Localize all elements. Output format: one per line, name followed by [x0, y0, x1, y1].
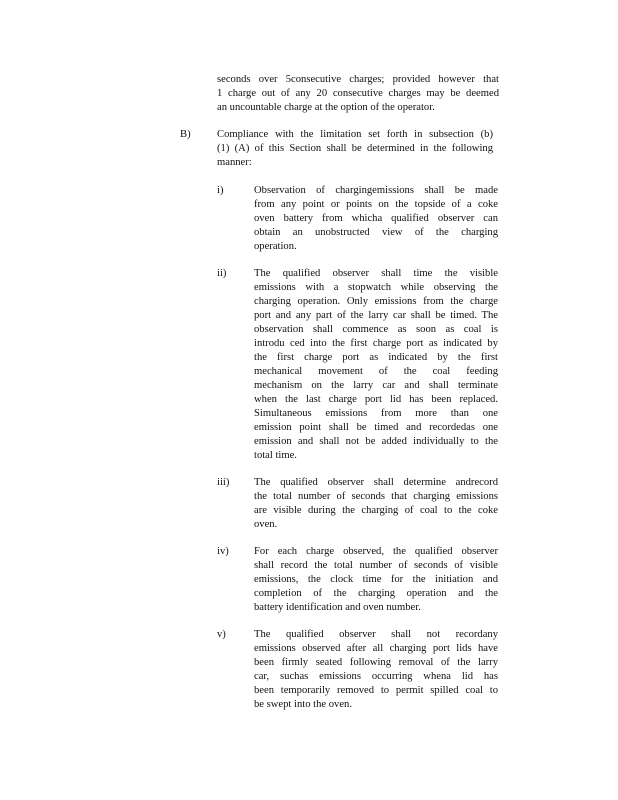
item-line: mechanism on the larry car and shall terminate	[254, 380, 498, 391]
section-b-line: (1) (A) of this Section shall be determined in the following	[217, 143, 493, 154]
item-line: car, suchas emissions occurring whena lid has	[254, 671, 498, 682]
item-line: emission and shall not be added individually to the	[254, 436, 498, 447]
item-marker: i)	[217, 185, 224, 196]
item-line: been temporarily removed to permit spilled coal to	[254, 685, 498, 696]
item-marker: iv)	[217, 546, 229, 557]
item-line: completion of the charging operation and the	[254, 588, 498, 599]
section-b-marker: B)	[180, 129, 191, 140]
item-line: been firmly seated following removal of the larry	[254, 657, 498, 668]
item-line: oven battery from whicha qualified observer can	[254, 213, 498, 224]
item-line: observation shall commence as soon as coal is	[254, 324, 498, 335]
item-line: be swept into the oven.	[254, 699, 352, 710]
item-line: emissions with a stopwatch while observing the	[254, 282, 498, 293]
item-line: port and any part of the larry car shall be timed. The	[254, 310, 498, 321]
item-line: The qualified observer shall not recordany	[254, 629, 498, 640]
intro-line: an uncountable charge at the option of the operator.	[217, 102, 435, 113]
item-line: Simultaneous emissions from more than one	[254, 408, 498, 419]
item-line: the total number of seconds that charging emissions	[254, 491, 498, 502]
item-line: For each charge observed, the qualified observer	[254, 546, 498, 557]
item-line: operation.	[254, 241, 297, 252]
item-line: oven.	[254, 519, 278, 530]
item-line: total time.	[254, 450, 297, 461]
item-line: shall record the total number of seconds of visible	[254, 560, 498, 571]
item-line: introdu ced into the first charge port as indicated by	[254, 338, 498, 349]
intro-line: seconds over 5consecutive charges; provided however that	[217, 74, 499, 85]
item-line: mechanical movement of the coal feeding	[254, 366, 498, 377]
item-marker: v)	[217, 629, 226, 640]
item-line: The qualified observer shall time the visible	[254, 268, 498, 279]
item-line: Observation of chargingemissions shall be made	[254, 185, 498, 196]
item-line: from any point or points on the topside of a coke	[254, 199, 498, 210]
item-line: emissions observed after all charging port lids have	[254, 643, 498, 654]
item-line: when the last charge port lid has been replaced.	[254, 394, 498, 405]
item-line: charging operation. Only emissions from the charge	[254, 296, 498, 307]
item-marker: ii)	[217, 268, 227, 279]
item-line: battery identification and oven number.	[254, 602, 421, 613]
item-line: emissions, the clock time for the initiation and	[254, 574, 498, 585]
item-line: are visible during the charging of coal to the coke	[254, 505, 498, 516]
intro-line: 1 charge out of any 20 consecutive charges may be deemed	[217, 88, 499, 99]
item-line: obtain an unobstructed view of the charging	[254, 227, 498, 238]
item-marker: iii)	[217, 477, 230, 488]
section-b-line: manner:	[217, 157, 252, 168]
item-line: The qualified observer shall determine andrecord	[254, 477, 498, 488]
section-b-line: Compliance with the limitation set forth in subsection (b)	[217, 129, 493, 140]
item-line: the first charge port as indicated by the first	[254, 352, 498, 363]
item-line: emission point shall be timed and recordedas one	[254, 422, 498, 433]
